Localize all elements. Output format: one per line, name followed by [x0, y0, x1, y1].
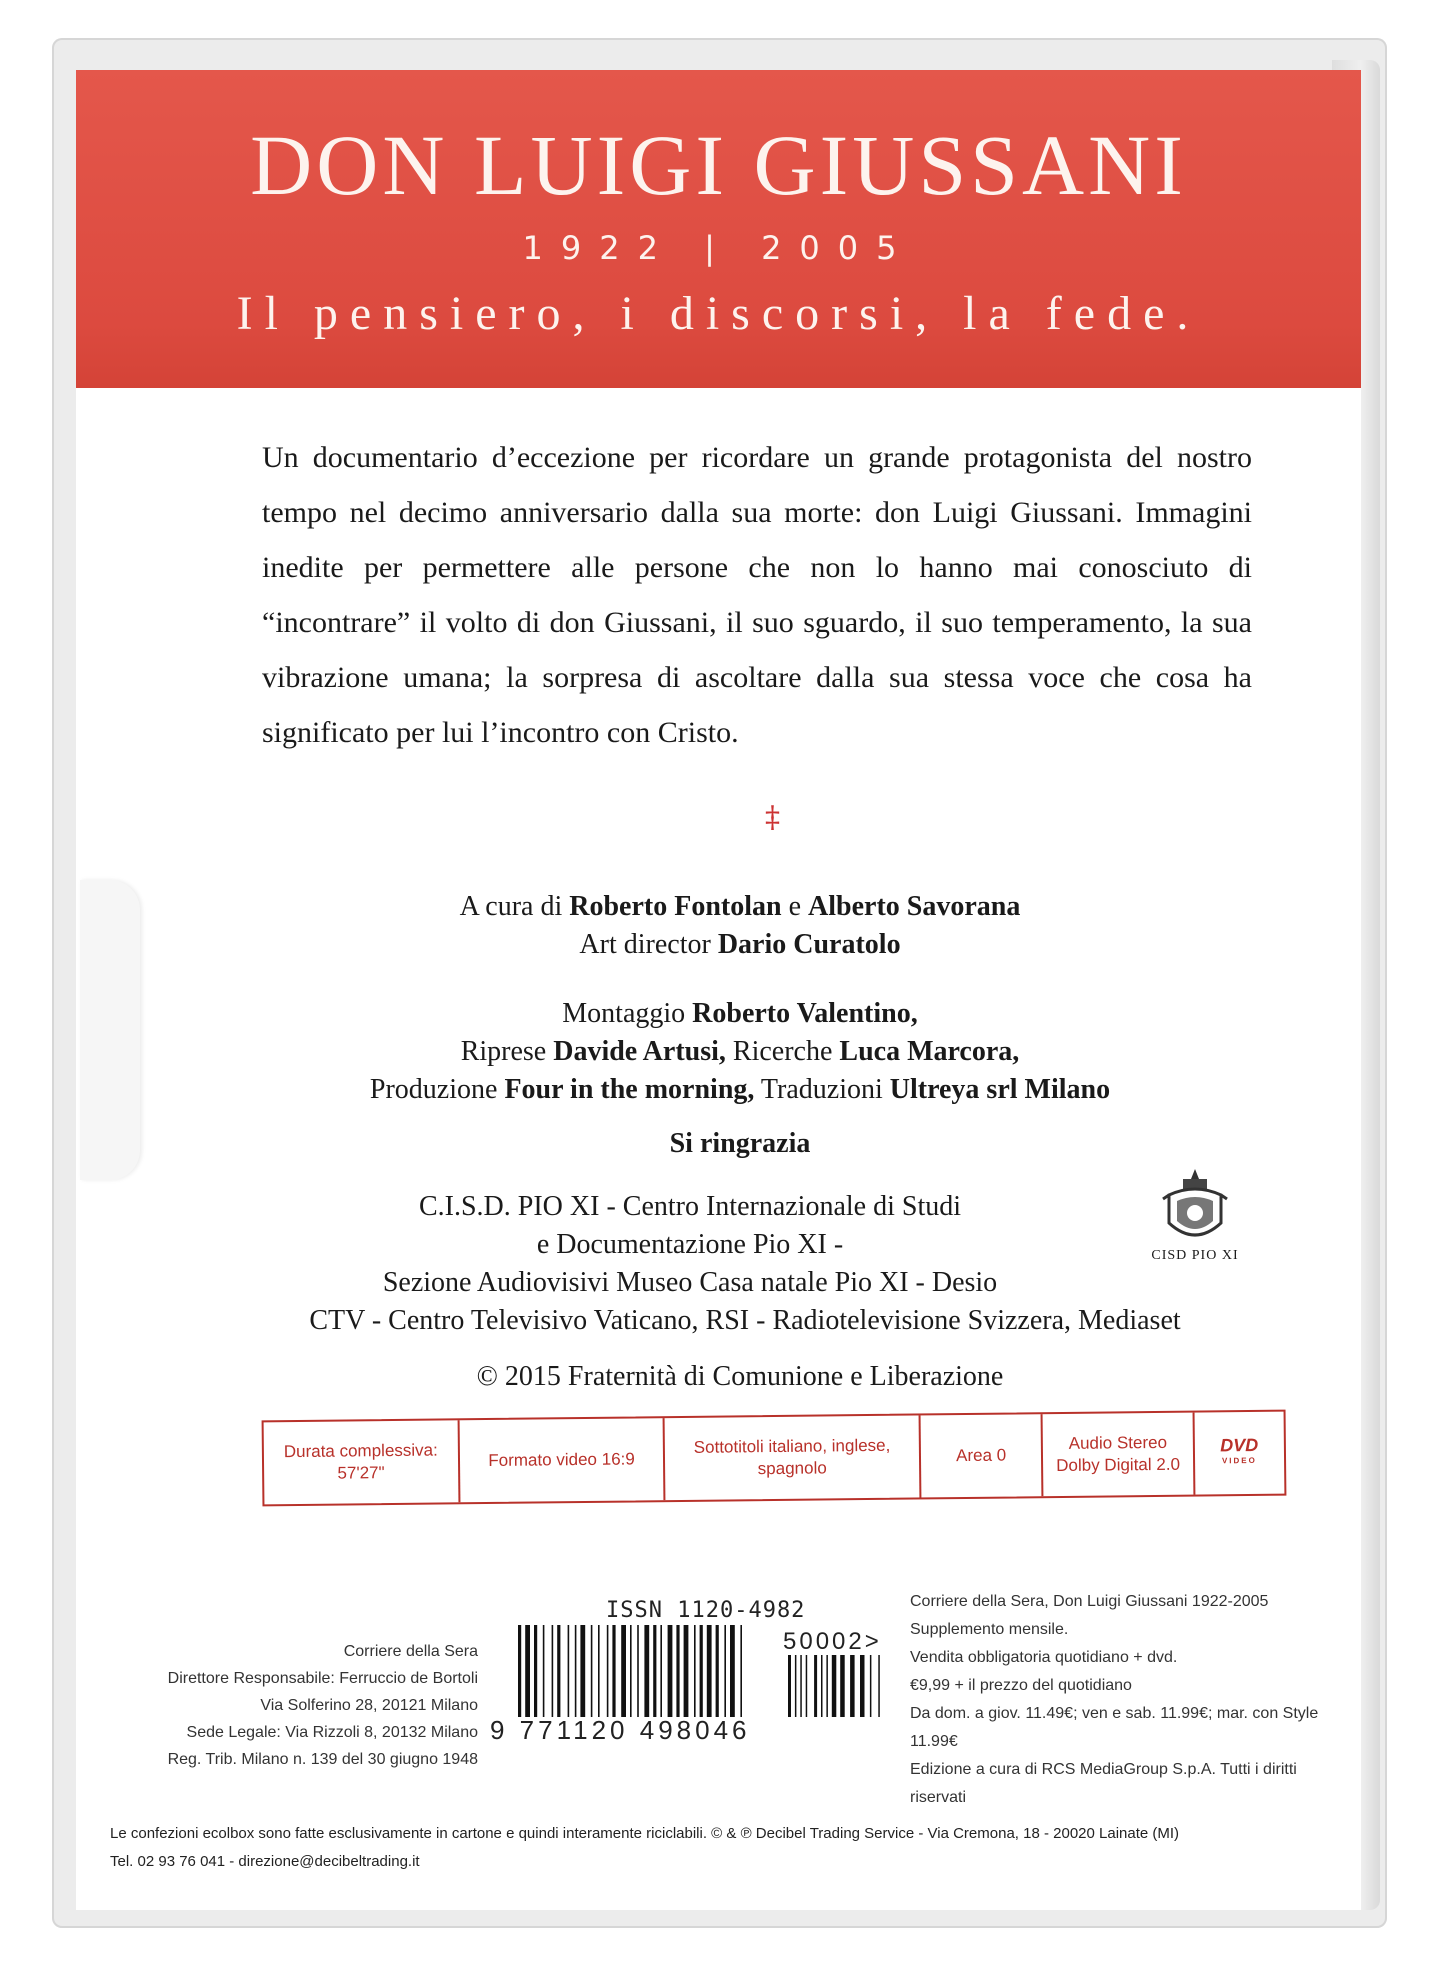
credits-production — [190, 1071, 1290, 1109]
curated-and: e — [788, 891, 802, 922]
dvd-logo-sub: VIDEO — [1221, 1455, 1257, 1466]
editing-name: Roberto Valentino, — [692, 998, 918, 1029]
dvd-video-logo-icon — [1194, 1412, 1284, 1495]
issn-label: ISSN 1120-4982 — [606, 1598, 806, 1623]
art-director-label: Art director — [579, 929, 711, 960]
seal-label: CISD PIO XI — [1151, 1248, 1239, 1263]
spec-video-format: Formato video 16:9 — [459, 1418, 665, 1502]
filming-label: Riprese — [460, 1036, 547, 1067]
spec-audio: Audio Stereo Dolby Digital 2.0 — [1043, 1413, 1195, 1497]
copyright-line: © 2015 Fraternità di Comunione e Liberazione — [476, 1361, 1004, 1392]
curated-prefix: A cura di — [459, 891, 563, 922]
specs-table — [262, 1410, 1287, 1507]
supplement-line-1: Corriere della Sera, Don Luigi Giussani 1922-2005 — [910, 1593, 1269, 1610]
editing-label: Montaggio — [562, 998, 686, 1029]
research-label: Ricerche — [732, 1036, 833, 1067]
barcode-number: 9 771120 498046 — [490, 1715, 751, 1745]
thanks-title-text: Si ringrazia — [669, 1128, 811, 1159]
publisher-line-1: Corriere della Sera — [343, 1643, 478, 1660]
translation-name: Ultreya srl Milano — [889, 1074, 1111, 1105]
publisher-line-4: Sede Legale: Via Rizzoli 8, 20132 Milano — [186, 1724, 478, 1741]
cover-subtitle: Il pensiero, i discorsi, la fede. — [236, 287, 1201, 340]
filming-name: Davide Artusi, — [553, 1036, 726, 1067]
barcode-addon: 50002> — [783, 1628, 882, 1655]
supplement-line-2: Supplemento mensile. — [910, 1621, 1069, 1638]
translation-label: Traduzioni — [760, 1074, 883, 1105]
thanks-line-2: e Documentazione Pio XI - — [536, 1229, 844, 1260]
publisher-info — [150, 1638, 478, 1773]
footer-notes — [110, 1820, 1360, 1876]
credits-curated — [190, 888, 1290, 926]
thanks-title — [190, 1125, 1290, 1163]
divider-cross: ‡ — [765, 800, 780, 835]
credits-filming-research — [190, 1033, 1290, 1071]
spec-duration: Durata complessiva: 57'27" — [264, 1420, 461, 1504]
production-name: Four in the morning, — [504, 1074, 755, 1105]
cover-years: 1922 | 2005 — [522, 229, 915, 267]
spec-subtitles: Sottotitoli italiano, inglese, spagnolo — [665, 1415, 922, 1500]
footer-line-2: Tel. 02 93 76 041 - direzione@decibeltrading.it — [110, 1853, 420, 1870]
research-name: Luca Marcora, — [839, 1036, 1020, 1067]
production-label: Produzione — [369, 1074, 498, 1105]
supplement-line-5: Da dom. a giov. 11.49€; ven e sab. 11.99€; mar. con Style 11.99€ — [910, 1705, 1319, 1750]
publisher-line-2: Direttore Responsabile: Ferruccio de Bortoli — [167, 1670, 478, 1687]
supplement-info — [910, 1588, 1330, 1812]
cover-title: DON LUIGI GIUSSANI — [250, 117, 1187, 213]
supplement-line-3: Vendita obbligatoria quotidiano + dvd. — [910, 1649, 1178, 1666]
pio-xi-seal-icon — [1155, 1165, 1235, 1255]
credits-art-director — [190, 926, 1290, 964]
description-paragraph: Un documentario d’eccezione per ricordare un grande protagonista del nostro tempo nel decimo anniversario dalla sua morte: don Luigi Giussani. Immagini inedite per permettere alle persone che non lo hanno mai conosciuto di “incontrare” il volto di don Giussani, il suo sguardo, il suo temperamento, la sua vibrazione umana; la sorpresa di ascoltare dalla sua stessa voce che cosa ha significato per lui l’incontro con Cristo. — [262, 441, 1252, 749]
art-director-name: Dario Curatolo — [717, 929, 901, 960]
spec-area: Area 0 — [921, 1414, 1044, 1497]
curated-by-2: Alberto Savorana — [808, 891, 1021, 922]
supplement-line-6: Edizione a cura di RCS MediaGroup S.p.A. Tutti i diritti riservati — [910, 1761, 1297, 1806]
curated-by-1: Roberto Fontolan — [569, 891, 782, 922]
case-clip-tab — [80, 880, 140, 1180]
credits-editing — [190, 995, 1290, 1033]
publisher-line-3: Via Solferino 28, 20121 Milano — [260, 1697, 478, 1714]
dvd-logo-text: DVD — [1220, 1434, 1259, 1456]
footer-line-1: Le confezioni ecolbox sono fatte esclusivamente in cartone e quindi interamente riciclabili. © & ℗ Decibel Trading Service - Via Cremona, 18 - 20020 Lainate (MI) — [110, 1825, 1180, 1842]
supplement-line-4: €9,99 + il prezzo del quotidiano — [910, 1677, 1132, 1694]
thanks-line-4: CTV - Centro Televisivo Vaticano, RSI - Radiotelevisione Svizzera, Mediaset — [309, 1305, 1181, 1336]
thanks-line-1: C.I.S.D. PIO XI - Centro Internazionale di Studi — [418, 1191, 962, 1222]
publisher-line-5: Reg. Trib. Milano n. 139 del 30 giugno 1948 — [167, 1751, 478, 1768]
thanks-line-3: Sezione Audiovisivi Museo Casa natale Pio XI - Desio — [382, 1267, 998, 1298]
